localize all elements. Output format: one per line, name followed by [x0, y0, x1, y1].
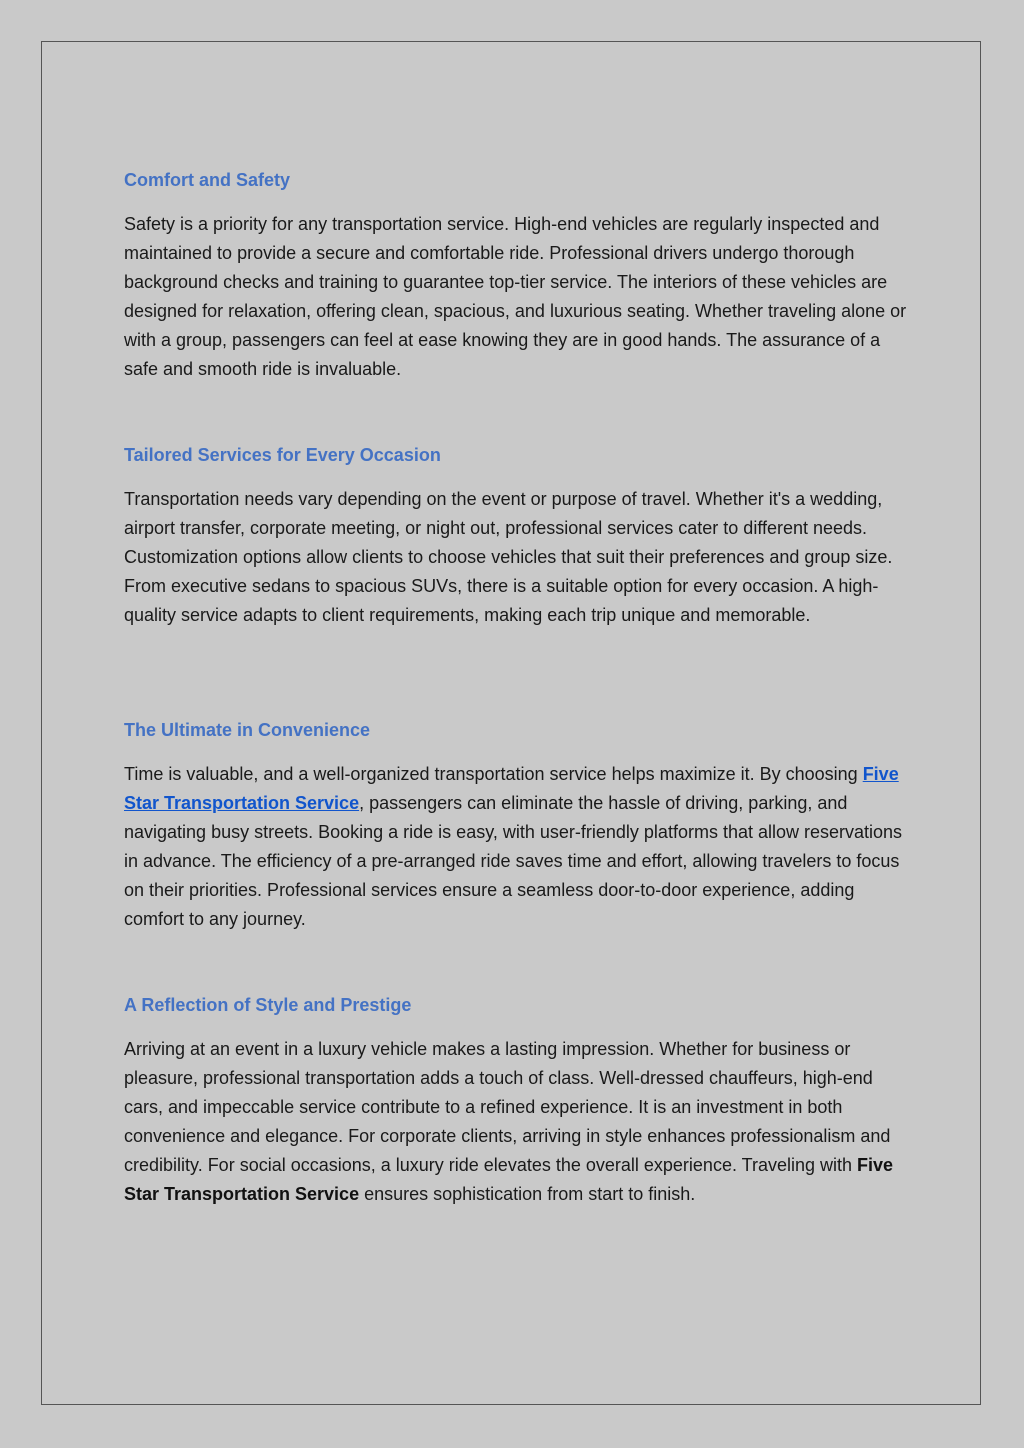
five-star-transportation-link[interactable]: Five Star Transportation Service [124, 764, 899, 813]
section-heading: A Reflection of Style and Prestige [124, 995, 412, 1015]
section-heading: Comfort and Safety [124, 170, 291, 190]
section-paragraph [124, 1035, 914, 1209]
paragraph-text-before-bold: Arriving at an event in a luxury vehicle makes a lasting impression. Whether for business or pleasure, professional transportation adds a touch of class. Well-dressed chauffeurs, high-end cars, and impeccable service contribute to a refined experience. It is an investment in both convenience and elegance. For corporate clients, arriving in style enhances professionalism and credibility. For social occasions, a luxury ride elevates the overall experience. Traveling with [124, 1039, 891, 1175]
section-paragraph [124, 760, 914, 934]
section-ultimate-convenience [124, 718, 914, 934]
bold-company-name: Five Star Transportation Service [124, 1155, 894, 1204]
section-comfort-and-safety [124, 168, 914, 384]
section-tailored-services [124, 443, 914, 630]
section-paragraph: Safety is a priority for any transportation service. High-end vehicles are regularly inspected and maintained to provide a secure and comfortable ride. Professional drivers undergo thorough background checks and training to guarantee top-tier service. The interiors of these vehicles are designed for relaxation, offering clean, spacious, and luxurious seating. Whether traveling alone or with a group, passengers can feel at ease knowing they are in good hands. The assurance of a safe and smooth ride is invaluable. [124, 214, 907, 379]
document-page [41, 41, 981, 1405]
section-heading: The Ultimate in Convenience [124, 720, 371, 740]
paragraph-text-before-link: Time is valuable, and a well-organized transportation service helps maximize it. By choosing [124, 764, 863, 784]
paragraph-text-after-bold: ensures sophistication from start to finish. [359, 1184, 696, 1204]
section-style-and-prestige [124, 993, 914, 1209]
paragraph-text-after-link: , passengers can eliminate the hassle of driving, parking, and navigating busy streets. Booking a ride is easy, with user-friendly platforms that allow reservations in advance. The efficiency of a pre-arranged ride saves time and effort, allowing travelers to focus on their priorities. Professional services ensure a seamless door-to-door experience, adding comfort to any journey. [124, 793, 903, 929]
section-heading: Tailored Services for Every Occasion [124, 445, 441, 465]
section-paragraph: Transportation needs vary depending on the event or purpose of travel. Whether it's a wedding, airport transfer, corporate meeting, or night out, professional services cater to different needs. Customization options allow clients to choose vehicles that suit their preferences and group size. From executive sedans to spacious SUVs, there is a suitable option for every occasion. A high-quality service adapts to client requirements, making each trip unique and memorable. [124, 489, 893, 625]
